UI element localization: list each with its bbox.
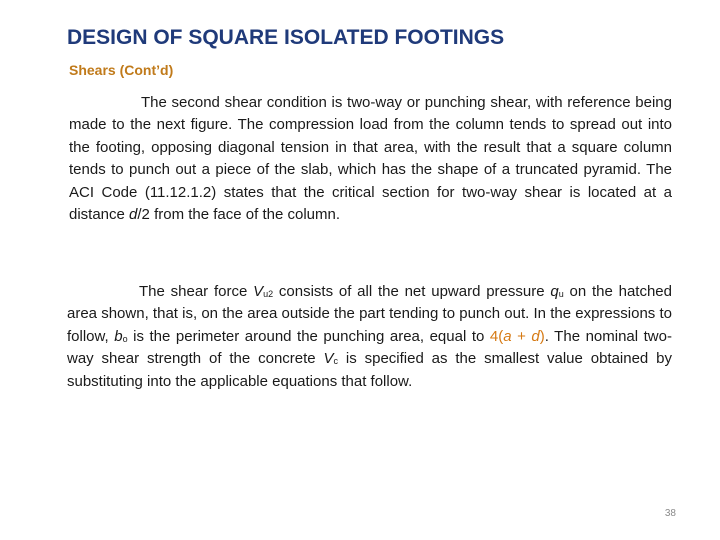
formula-d-symbol: d	[531, 327, 540, 345]
text-segment: consists of all the net upward pressure	[273, 283, 551, 300]
vc-symbol: V	[323, 350, 334, 368]
slide-subtitle: Shears (Cont’d)	[69, 62, 174, 78]
formula-a-symbol: a	[503, 327, 512, 345]
formula-part: +	[511, 327, 532, 345]
qu-subscript: u	[558, 289, 564, 299]
page-number: 38	[664, 508, 676, 519]
text-segment: . The nominal two-way shear strength of the concrete	[67, 327, 672, 368]
text-segment: is specified as the smallest value obtained by substituting into the applicable equations that follow.	[67, 350, 672, 390]
text-segment: The shear force	[139, 283, 254, 300]
paragraph-tail: /2 from the face of the column.	[137, 206, 340, 224]
paragraph-text: The second shear condition is two-way or punching shear, with reference being made to the next figure. The compression load from the column tends to spread out into the footing, opposing diagonal tension in that area, with the result that a square column tends to punch out a piece of the slab, which has the shape of a truncated pyramid. The ACI Code (11.12.1.2) states that the critical section for two-way shear is located at a distance	[69, 94, 672, 224]
text-segment: is the perimeter around the punching area, equal to	[127, 327, 490, 345]
formula-part: )	[539, 327, 545, 345]
bo-symbol: b	[114, 327, 123, 345]
perimeter-formula	[490, 328, 545, 345]
bo-subscript: o	[122, 333, 128, 344]
text-segment: on the hatched area shown, that is, on the area outside the part tending to punch out. In the expressions to follow,	[67, 283, 672, 345]
paragraph-punching-shear	[69, 92, 672, 226]
vu2-subscript: u2	[263, 289, 274, 299]
formula-part: 4(	[489, 327, 504, 345]
paragraph-shear-force	[67, 281, 672, 393]
slide-title: DESIGN OF SQUARE ISOLATED FOOTINGS	[67, 26, 505, 49]
vu2-symbol: V	[253, 283, 264, 300]
vc-subscript: c	[333, 356, 339, 367]
distance-d-symbol: d	[129, 206, 138, 224]
qu-symbol: q	[550, 283, 559, 300]
